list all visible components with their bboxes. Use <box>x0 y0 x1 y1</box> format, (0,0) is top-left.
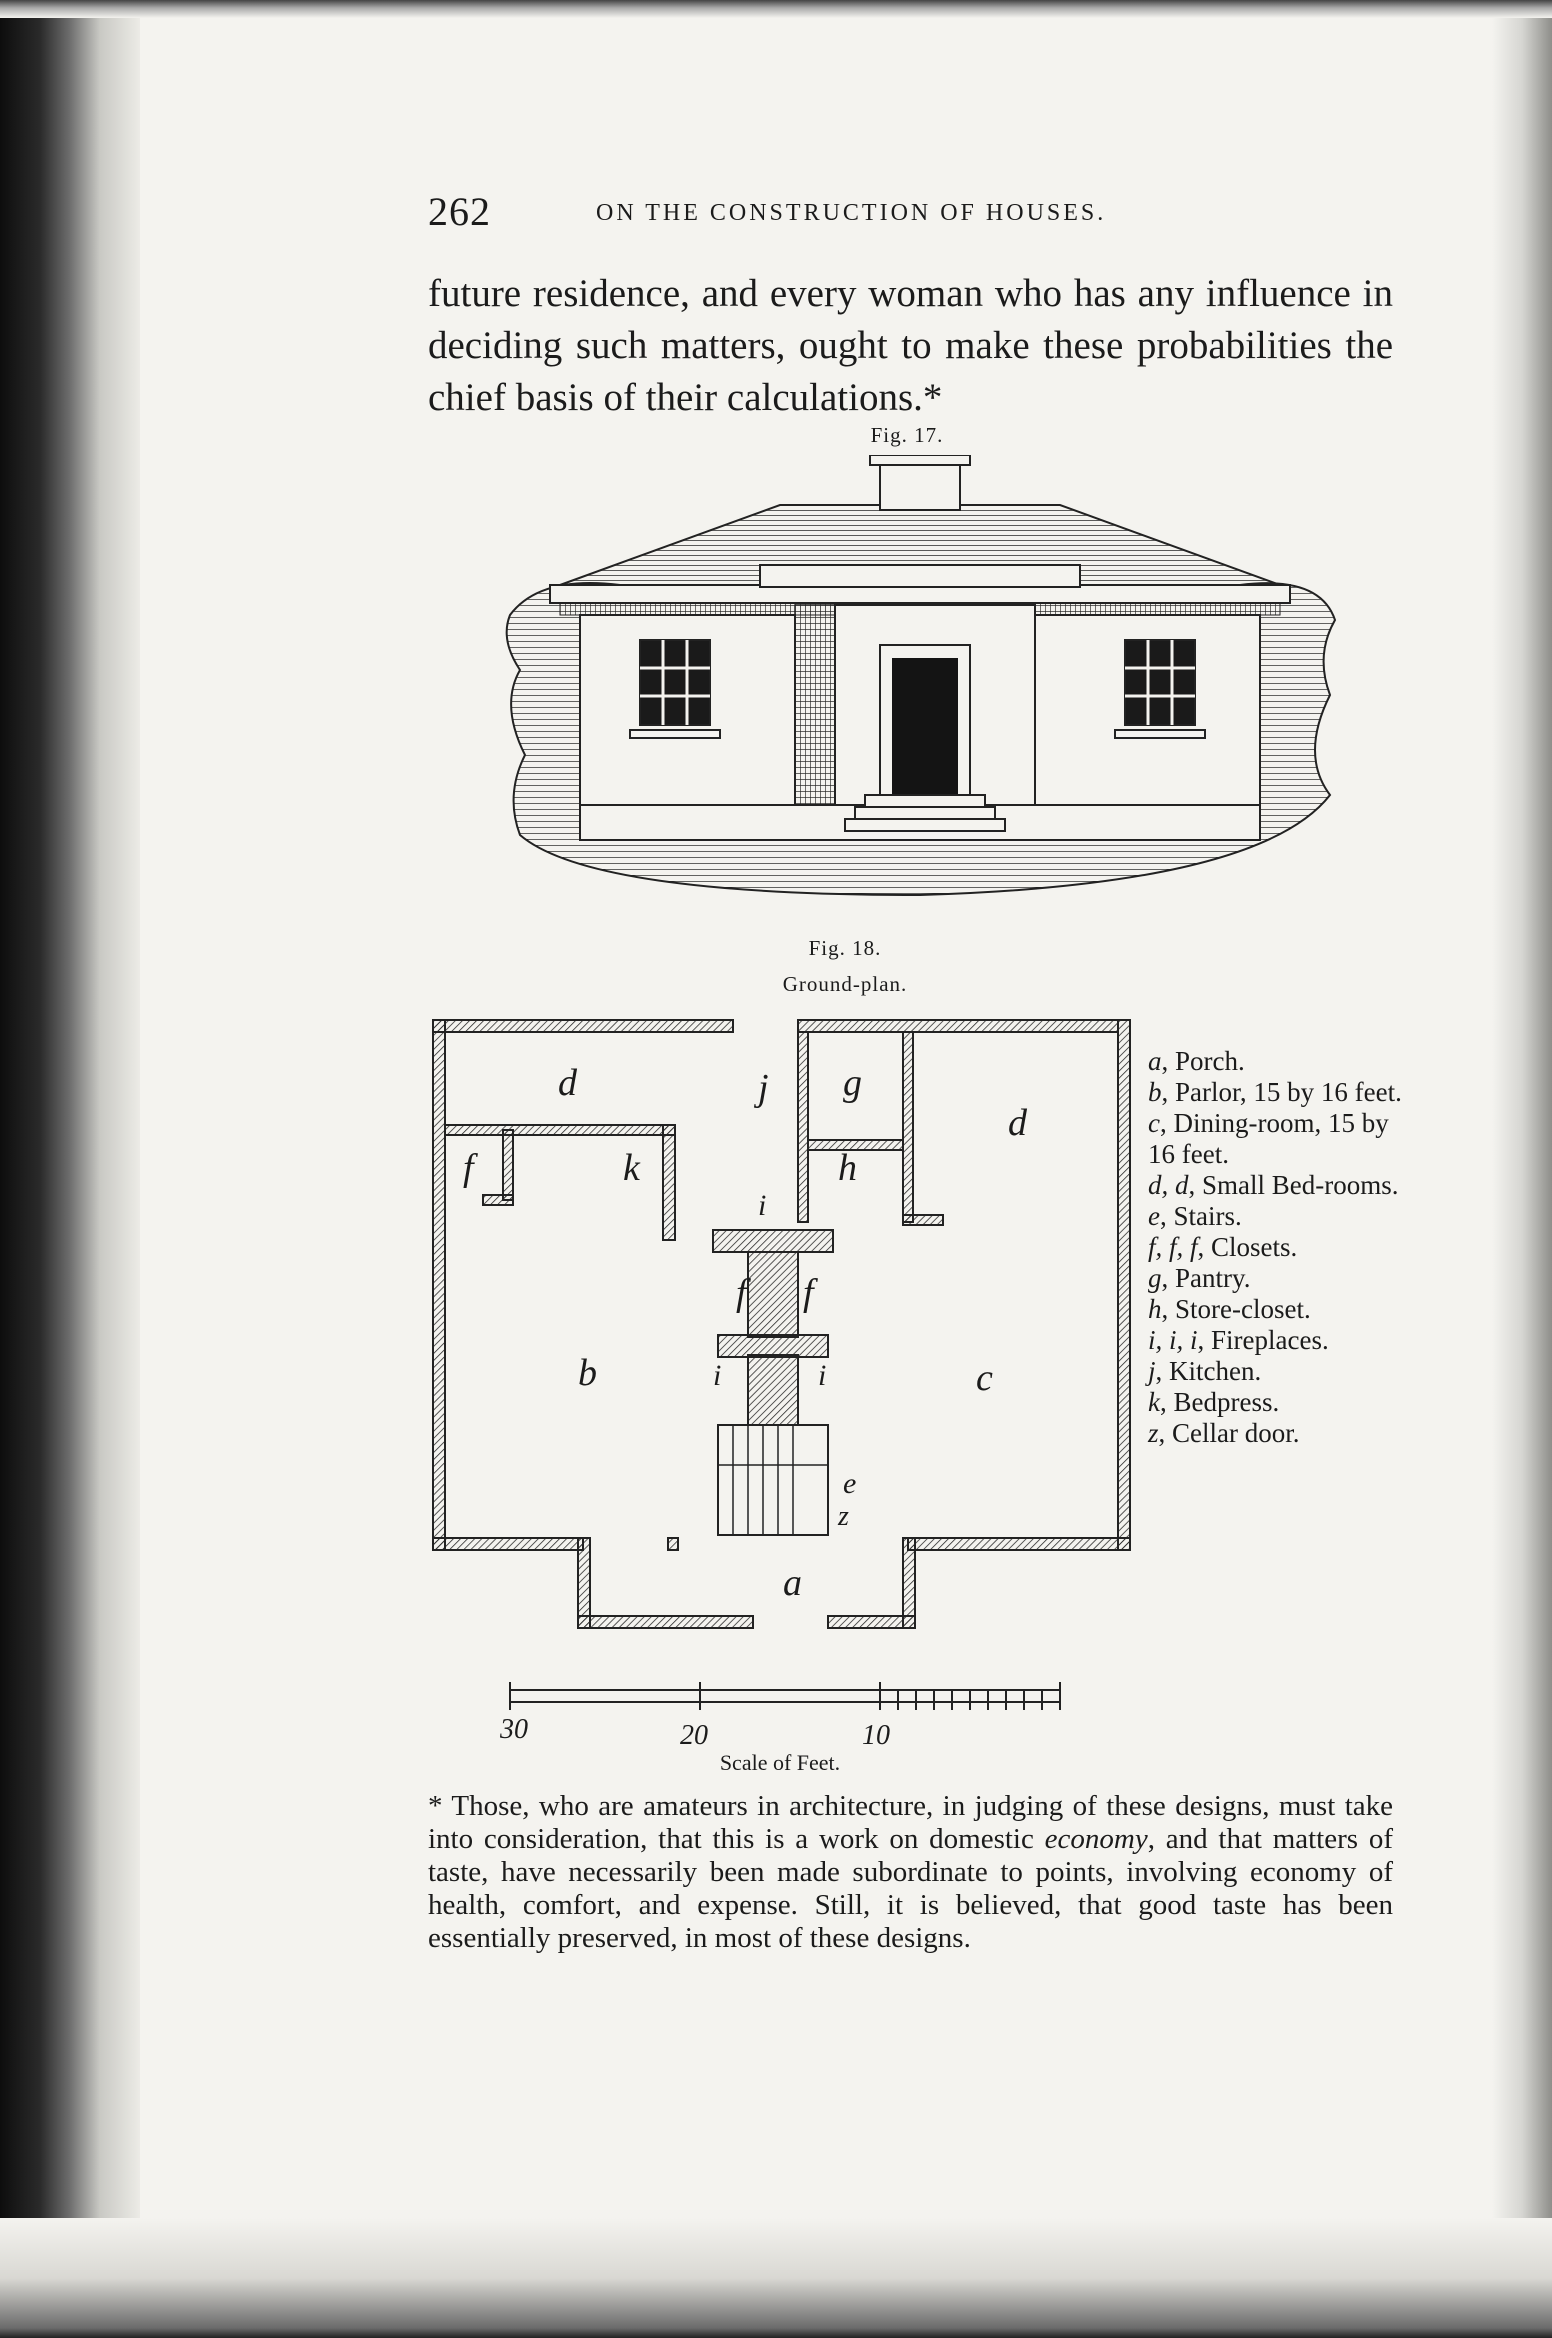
legend-item-closets: f, f, f, Closets. <box>1148 1232 1298 1262</box>
legend-item-bedpress: k, Bedpress. <box>1148 1387 1280 1417</box>
plan-letter-d1: d <box>558 1062 577 1104</box>
legend-item-dining-room: c, Dining-room, 15 by 16 feet. <box>1148 1108 1389 1169</box>
legend-item-cellar-door: z, Cellar door. <box>1148 1418 1300 1448</box>
plan-letter-d2: d <box>1008 1102 1027 1144</box>
plan-letter-g: g <box>843 1062 862 1104</box>
plan-letter-h: h <box>838 1147 857 1189</box>
scale-of-feet <box>500 1660 1080 1780</box>
running-title: ON THE CONSTRUCTION OF HOUSES. <box>596 200 1107 226</box>
plan-letter-i2: i <box>713 1359 722 1392</box>
plan-legend <box>1148 1046 1408 1449</box>
legend-item-small-bedrooms: d, d, Small Bed-rooms. <box>1148 1170 1399 1200</box>
legend-item-pantry: g, Pantry. <box>1148 1263 1251 1293</box>
right-window <box>1115 640 1205 738</box>
legend-item-stairs: e, Stairs. <box>1148 1201 1242 1231</box>
left-window <box>630 640 720 738</box>
scale-tick-20: 20 <box>680 1720 708 1751</box>
scan-edge-left <box>0 0 140 2338</box>
page-number: 262 <box>428 189 491 234</box>
footnote: * Those, who are amateurs in architecture, in judging of these designs, must take into consideration, that this is a work on domestic economy, and that matters of taste, have necessarily been made subordinate to points, involving economy of health, comfort, and expense. Still, it is believed, that good taste has been essentially preserved, in most of these designs. <box>428 1790 1393 1954</box>
legend-item-fireplaces: i, i, i, Fireplaces. <box>1148 1325 1329 1355</box>
figure-18-subcaption: Ground-plan. <box>782 972 908 996</box>
body-paragraph: future residence, and every woman who has any influence in deciding such matters, ought to make these probabilities the chief basis of their calculations.* <box>428 272 1393 419</box>
plan-letter-a: a <box>783 1562 802 1604</box>
plan-letter-c: c <box>976 1357 993 1399</box>
front-door <box>880 645 970 795</box>
plan-letter-e: e <box>843 1467 857 1500</box>
scale-tick-10: 10 <box>862 1720 890 1751</box>
legend-item-porch: a, Porch. <box>1148 1046 1245 1076</box>
ground-plan-diagram <box>428 1005 1148 1705</box>
page-header <box>428 188 1248 238</box>
scale-label: Scale of Feet. <box>719 1750 841 1775</box>
plan-letter-i1: i <box>758 1189 767 1222</box>
scan-edge-top <box>0 0 1552 18</box>
scan-edge-bottom <box>0 2218 1552 2338</box>
plan-letter-f1: f <box>463 1147 474 1189</box>
plan-letter-k: k <box>623 1147 640 1189</box>
house-elevation-illustration <box>500 455 1340 910</box>
footnote-emphasis: economy <box>1044 1823 1148 1855</box>
plan-letter-i3: i <box>818 1359 827 1392</box>
legend-item-store-closet: h, Store-closet. <box>1148 1294 1311 1324</box>
legend-item-parlor: b, Parlor, 15 by 16 feet. <box>1148 1077 1402 1107</box>
plan-letter-j: j <box>758 1067 769 1109</box>
figure-18-caption: Fig. 18. <box>808 936 882 960</box>
plan-letter-z: z <box>838 1501 849 1532</box>
plan-letter-f2: f <box>736 1272 747 1314</box>
plan-letter-b: b <box>578 1352 597 1394</box>
legend-item-kitchen: j, Kitchen. <box>1148 1356 1262 1386</box>
scan-edge-right <box>1492 0 1552 2338</box>
figure-17-caption: Fig. 17. <box>870 423 944 447</box>
plan-letter-f3: f <box>803 1272 814 1314</box>
scale-tick-30: 30 <box>500 1714 528 1745</box>
